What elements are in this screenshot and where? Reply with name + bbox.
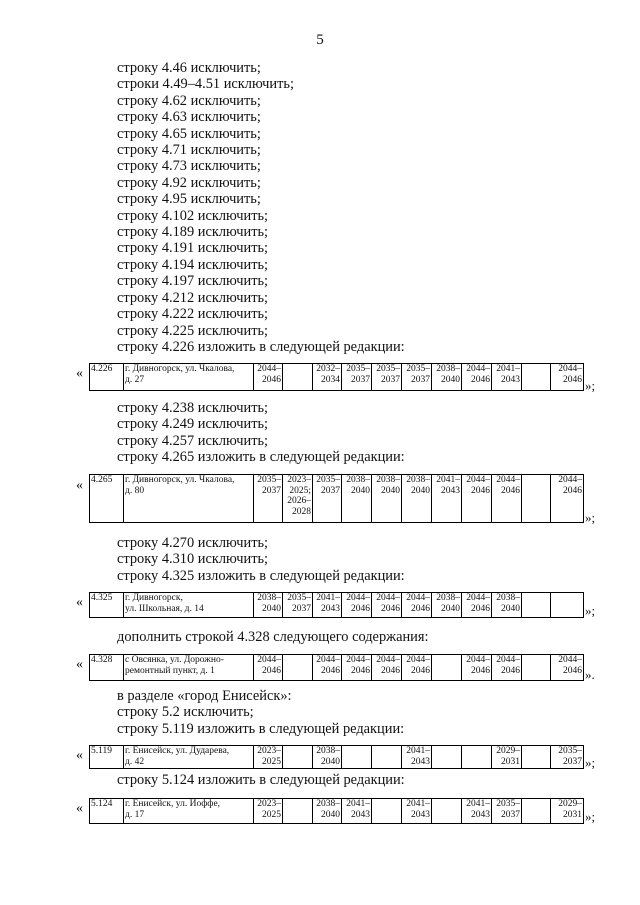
period-line: 2038– — [496, 593, 520, 603]
period-cell — [254, 593, 283, 618]
page-number: 5 — [316, 32, 324, 48]
amendment-line: строку 4.212 исключить; — [117, 289, 269, 306]
table-row — [90, 475, 584, 523]
amendment-line: строку 4.222 исключить; — [117, 306, 269, 323]
period-line: 2038– — [436, 364, 460, 374]
period-line: 2041– — [466, 799, 490, 809]
period-cell — [372, 475, 402, 523]
period-line: 2035– — [257, 475, 281, 485]
period-line: 2044– — [376, 655, 400, 665]
address-cell — [124, 364, 254, 391]
period-line: 2026– — [287, 496, 311, 506]
table-row-4-226 — [89, 363, 584, 391]
period-line: 2044– — [558, 364, 582, 374]
period-line: 2040 — [381, 485, 400, 496]
row-number-cell: 5.119 — [90, 746, 124, 769]
period-cell — [313, 475, 342, 523]
period-line: 2025 — [262, 809, 281, 820]
period-line: 2023– — [287, 475, 311, 485]
period-cell — [432, 593, 462, 618]
period-cell — [313, 593, 342, 618]
period-cell — [402, 364, 432, 391]
period-cell — [551, 475, 584, 523]
period-cell — [402, 655, 432, 681]
period-cell — [492, 799, 522, 824]
period-line: 2044– — [466, 593, 490, 603]
period-line: 2031 — [563, 809, 582, 820]
period-cell — [372, 364, 402, 391]
period-cell — [522, 799, 551, 824]
period-cell — [283, 799, 313, 824]
amendment-line: строку 4.71 исключить; — [117, 142, 261, 159]
period-cell — [492, 746, 522, 769]
period-line: 2038– — [346, 475, 370, 485]
period-line: 2044– — [406, 593, 430, 603]
table-row — [90, 655, 584, 681]
period-line: 2037 — [381, 374, 400, 385]
amendment-list-1 — [117, 60, 405, 355]
amendment-line: строку 4.191 исключить; — [117, 240, 269, 257]
period-line: 2043 — [351, 809, 370, 820]
period-line: 2043 — [471, 809, 490, 820]
period-cell — [283, 655, 313, 681]
amendment-line: строку 4.65 исключить; — [117, 125, 261, 142]
period-line: 2040 — [321, 809, 340, 820]
amendment-line: строку 5.2 исключить; — [117, 704, 254, 721]
amendment-line: строку 4.63 исключить; — [117, 109, 261, 126]
period-cell — [462, 593, 492, 618]
open-quote: « — [76, 657, 83, 672]
amendment-list-3 — [117, 535, 405, 584]
period-cell — [313, 799, 342, 824]
address-cell — [124, 593, 254, 618]
period-cell — [402, 593, 432, 618]
period-line: 2044– — [466, 364, 490, 374]
address-line: г. Енисейск, ул. Иоффе, — [125, 799, 221, 809]
period-line: 2046 — [381, 603, 400, 614]
period-cell — [372, 799, 402, 824]
period-cell — [402, 746, 432, 769]
row-number-cell: 5.124 — [90, 799, 124, 824]
period-cell — [402, 475, 432, 523]
period-cell — [313, 655, 342, 681]
period-line: 2046 — [563, 374, 582, 385]
close-quote: »; — [585, 809, 596, 824]
period-cell — [522, 364, 551, 391]
period-line: 2041– — [406, 799, 430, 809]
period-line: 2031 — [501, 756, 520, 767]
period-line: 2035– — [287, 593, 311, 603]
address-line: г. Дивногорск, ул. Чкалова, — [125, 475, 235, 485]
period-line: 2044– — [496, 475, 520, 485]
amendment-line: строку 4.265 изложить в следующей редакции: — [117, 449, 405, 466]
amendment-line: строку 4.226 изложить в следующей редакции: — [117, 338, 405, 355]
period-line: 2041– — [496, 364, 520, 374]
period-line: 2037 — [351, 374, 370, 385]
period-line: 2037 — [292, 603, 311, 614]
close-quote: »; — [585, 755, 596, 770]
period-line: 2044– — [316, 655, 340, 665]
period-line: 2046 — [471, 665, 490, 676]
period-line: 2025; — [289, 485, 311, 496]
period-line: 2035– — [346, 364, 370, 374]
period-cell — [551, 655, 584, 681]
period-line: 2046 — [563, 485, 582, 496]
address-cell — [124, 746, 254, 769]
period-line: 2040 — [262, 603, 281, 614]
period-cell — [432, 364, 462, 391]
amendment-line: строку 4.325 изложить в следующей редакции: — [117, 567, 405, 584]
period-line: 2029– — [496, 746, 520, 756]
period-line: 2046 — [411, 665, 430, 676]
period-cell — [551, 746, 584, 769]
period-cell — [492, 655, 522, 681]
period-cell — [372, 655, 402, 681]
period-line: 2023– — [257, 746, 281, 756]
period-cell — [522, 655, 551, 681]
period-line: 2038– — [257, 593, 281, 603]
amendment-line: строку 4.46 исключить; — [117, 60, 261, 76]
address-line: ремонтный пункт, д. 1 — [125, 665, 215, 676]
period-cell — [462, 475, 492, 523]
period-line: 2038– — [376, 475, 400, 485]
period-line: 2038– — [406, 475, 430, 485]
table-row-4-325 — [89, 592, 584, 618]
period-line: 2038– — [316, 799, 340, 809]
period-line: 2040 — [411, 485, 430, 496]
close-quote: »; — [585, 510, 596, 525]
period-line: 2037 — [321, 485, 340, 496]
period-cell — [283, 364, 313, 391]
period-cell — [283, 475, 313, 523]
period-cell — [254, 746, 283, 769]
row-number-cell: 4.265 — [90, 475, 124, 523]
period-line: 2040 — [441, 374, 460, 385]
address-line: ул. Школьная, д. 14 — [125, 603, 204, 614]
period-line: 2041– — [406, 746, 430, 756]
add-row-4-328: дополнить строкой 4.328 следующего содержания: — [117, 629, 429, 645]
period-cell — [402, 799, 432, 824]
period-cell — [462, 364, 492, 391]
address-cell — [124, 799, 254, 824]
period-line: 2046 — [501, 485, 520, 496]
period-cell — [283, 746, 313, 769]
amendment-line: строку 4.73 исключить; — [117, 158, 261, 175]
period-line: 2037 — [563, 756, 582, 767]
period-cell — [254, 799, 283, 824]
open-quote: « — [76, 801, 83, 816]
close-quote: ». — [585, 667, 595, 682]
period-line: 2044– — [466, 475, 490, 485]
period-line: 2035– — [496, 799, 520, 809]
period-line: 2040 — [351, 485, 370, 496]
period-line: 2029– — [558, 799, 582, 809]
period-line: 2043 — [411, 809, 430, 820]
period-line: 2038– — [316, 746, 340, 756]
period-cell — [342, 593, 372, 618]
period-cell — [254, 364, 283, 391]
period-cell — [551, 593, 584, 618]
period-line: 2046 — [471, 603, 490, 614]
period-cell — [254, 475, 283, 523]
period-line: 2044– — [257, 364, 281, 374]
amendment-line: строку 4.95 исключить; — [117, 191, 261, 208]
period-cell — [342, 746, 372, 769]
period-cell — [342, 799, 372, 824]
address-line: д. 80 — [125, 485, 145, 496]
amendment-line: строку 4.310 исключить; — [117, 551, 269, 568]
row-number-cell: 4.325 — [90, 593, 124, 618]
period-line: 2046 — [321, 665, 340, 676]
address-line: с Овсянка, ул. Дорожно- — [125, 655, 224, 665]
period-cell — [432, 799, 462, 824]
address-cell — [124, 655, 254, 681]
period-line: 2037 — [411, 374, 430, 385]
period-line: 2035– — [406, 364, 430, 374]
period-cell — [551, 364, 584, 391]
period-cell — [522, 746, 551, 769]
period-line: 2046 — [262, 665, 281, 676]
period-line: 2025 — [262, 756, 281, 767]
amendment-line: строку 4.270 исключить; — [117, 535, 269, 551]
row-number-cell: 4.328 — [90, 655, 124, 681]
table-row-4-265 — [89, 474, 584, 523]
close-quote: »; — [585, 378, 596, 393]
period-cell — [492, 475, 522, 523]
period-cell — [254, 655, 283, 681]
period-line: 2046 — [381, 665, 400, 676]
period-line: 2040 — [441, 603, 460, 614]
amendment-line: строку 4.225 исключить; — [117, 322, 269, 339]
address-line: д. 17 — [125, 809, 145, 820]
amendment-line: строку 4.257 исключить; — [117, 432, 269, 449]
period-cell — [342, 655, 372, 681]
amendment-line: строки 4.49–4.51 исключить; — [117, 76, 294, 93]
period-line: 2043 — [441, 485, 460, 496]
period-cell — [551, 799, 584, 824]
period-line: 2044– — [558, 475, 582, 485]
address-line: г. Енисейск, ул. Дударева, — [125, 746, 230, 756]
period-line: 2040 — [321, 756, 340, 767]
period-line: 2035– — [376, 364, 400, 374]
period-line: 2044– — [466, 655, 490, 665]
period-line: 2046 — [471, 485, 490, 496]
period-line: 2044– — [376, 593, 400, 603]
address-cell — [124, 475, 254, 523]
period-line: 2046 — [351, 665, 370, 676]
period-line: 2046 — [501, 665, 520, 676]
amendment-line: строку 4.189 исключить; — [117, 224, 269, 241]
address-line: д. 27 — [125, 374, 145, 385]
period-line: 2046 — [411, 603, 430, 614]
period-line: 2046 — [262, 374, 281, 385]
period-line: 2035– — [558, 746, 582, 756]
close-quote: »; — [585, 603, 596, 618]
period-line: 2037 — [501, 809, 520, 820]
address-line: г. Дивногорск, — [125, 593, 183, 603]
period-cell — [372, 746, 402, 769]
amendment-line: строку 4.102 исключить; — [117, 207, 269, 224]
period-line: 2044– — [558, 655, 582, 665]
period-cell — [283, 593, 313, 618]
period-line: 2023– — [257, 799, 281, 809]
period-line: 2041– — [316, 593, 340, 603]
amendment-line: строку 4.62 исключить; — [117, 92, 261, 109]
period-line: 2032– — [316, 364, 340, 374]
amend-row-5-124: строку 5.124 изложить в следующей редакции: — [117, 772, 405, 788]
open-quote: « — [76, 366, 83, 381]
period-cell — [522, 593, 551, 618]
table-row-4-328 — [89, 654, 584, 681]
period-line: 2046 — [471, 374, 490, 385]
table-row — [90, 364, 584, 391]
table-row — [90, 746, 584, 769]
period-line: 2044– — [257, 655, 281, 665]
row-number-cell: 4.226 — [90, 364, 124, 391]
open-quote: « — [76, 478, 83, 493]
period-cell — [313, 746, 342, 769]
period-cell — [522, 475, 551, 523]
table-row — [90, 593, 584, 618]
period-cell — [462, 655, 492, 681]
period-line: 2044– — [406, 655, 430, 665]
period-line: 2044– — [496, 655, 520, 665]
table-row-5-124 — [89, 798, 584, 824]
address-line: д. 42 — [125, 756, 145, 767]
period-line: 2041– — [436, 475, 460, 485]
amendment-line: строку 4.249 исключить; — [117, 416, 269, 433]
period-line: 2041– — [346, 799, 370, 809]
period-line: 2044– — [346, 593, 370, 603]
period-line: 2038– — [436, 593, 460, 603]
period-line: 2037 — [262, 485, 281, 496]
period-cell — [462, 746, 492, 769]
period-line: 2028 — [292, 506, 311, 517]
amendment-line: строку 4.238 исключить; — [117, 400, 269, 416]
period-line: 2046 — [563, 665, 582, 676]
period-line: 2034 — [321, 374, 340, 385]
period-line: 2043 — [321, 603, 340, 614]
open-quote: « — [76, 748, 83, 763]
period-cell — [492, 593, 522, 618]
period-line: 2043 — [501, 374, 520, 385]
period-cell — [462, 799, 492, 824]
period-line: 2044– — [346, 655, 370, 665]
period-cell — [432, 475, 462, 523]
open-quote: « — [76, 595, 83, 610]
amendment-line: строку 4.197 исключить; — [117, 273, 269, 290]
period-line: 2043 — [411, 756, 430, 767]
amendment-line: строку 4.194 исключить; — [117, 256, 269, 273]
period-cell — [342, 475, 372, 523]
period-line: 2035– — [316, 475, 340, 485]
period-cell — [342, 364, 372, 391]
amendment-list-2 — [117, 400, 405, 466]
period-line: 2046 — [351, 603, 370, 614]
period-cell — [492, 364, 522, 391]
period-cell — [432, 746, 462, 769]
period-cell — [432, 655, 462, 681]
period-cell — [372, 593, 402, 618]
amendment-line: строку 4.92 исключить; — [117, 174, 261, 191]
amendment-line: в разделе «город Енисейск»: — [117, 688, 292, 704]
table-row-5-119 — [89, 745, 584, 769]
period-line: 2040 — [501, 603, 520, 614]
amendment-list-5 — [117, 688, 404, 737]
amendment-line: строку 5.119 изложить в следующей редакции: — [117, 720, 405, 737]
table-row — [90, 799, 584, 824]
period-cell — [313, 364, 342, 391]
address-line: г. Дивногорск, ул. Чкалова, — [125, 364, 235, 374]
